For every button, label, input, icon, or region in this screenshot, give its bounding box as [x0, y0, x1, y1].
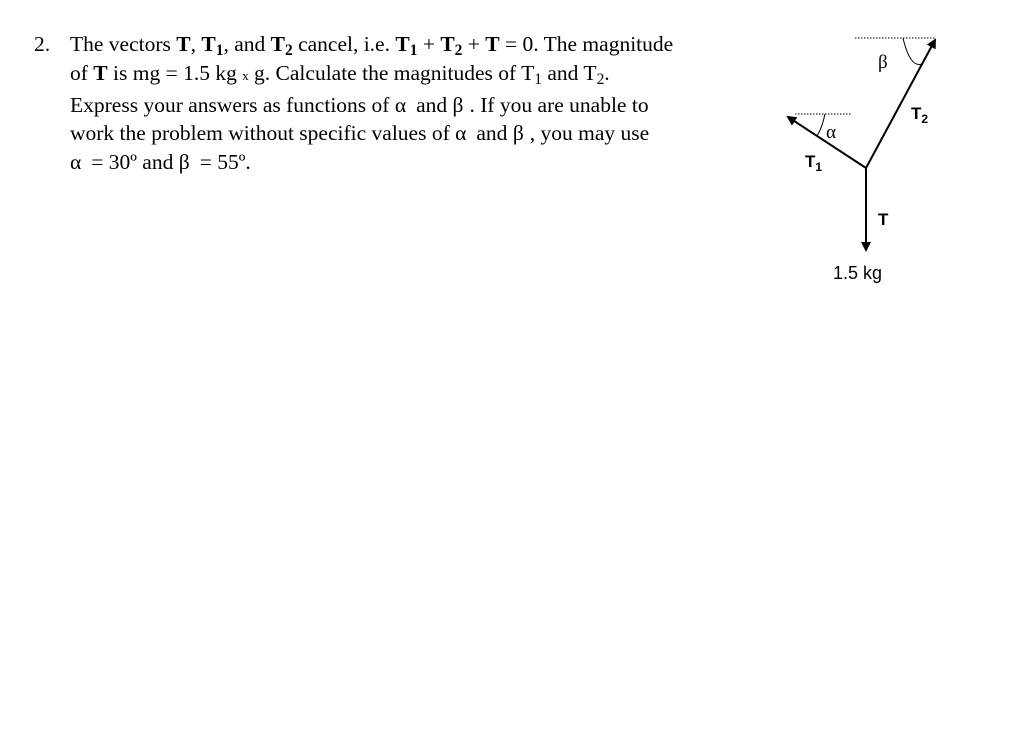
vector-symbol: T [270, 32, 285, 56]
force-diagram-svg [770, 20, 970, 300]
text-segment: Express your answers as functions of [70, 92, 395, 117]
equation-T: T [485, 32, 500, 56]
equation-T2 [440, 32, 463, 59]
plus-sign: + [462, 32, 486, 56]
t2-label [911, 104, 928, 126]
text-segment: , [190, 32, 202, 56]
text-segment: work the problem without specific values of [70, 121, 456, 146]
alpha-label: α [826, 122, 836, 143]
vector-symbol: T [201, 32, 216, 56]
t2-symbol: T [911, 104, 922, 123]
text-segment: The vectors [70, 32, 177, 56]
problem-number: 2. [34, 32, 51, 56]
subscript: 2 [284, 41, 293, 59]
alpha-angle-arc [817, 114, 825, 136]
beta-symbol: β [512, 121, 524, 146]
text-segment: and T [542, 60, 597, 85]
problem-line-4 [70, 119, 760, 148]
force-diagram [770, 20, 970, 300]
beta-symbol: β [452, 92, 464, 117]
t2-subscript: 2 [921, 112, 929, 126]
beta-symbol: β [178, 150, 190, 175]
equation-T1 [395, 32, 418, 59]
text-segment: and [416, 92, 453, 117]
t1-symbol: T [805, 152, 816, 171]
vector-symbol: T [440, 32, 455, 56]
t1-subscript: 1 [815, 160, 823, 174]
text-segment: = 30º and [91, 150, 179, 175]
text-segment: of [70, 60, 94, 85]
problem-line-5 [70, 148, 760, 177]
vector-T1 [201, 32, 224, 59]
vector-symbol: T [395, 32, 410, 56]
alpha-symbol: α [394, 92, 407, 117]
plus-sign: + [417, 32, 441, 56]
text-segment: , you may use [529, 121, 650, 146]
alpha-symbol: α [70, 150, 82, 175]
text-segment: and [476, 121, 513, 146]
t-label: T [878, 210, 889, 229]
vector-t2-arrow [866, 40, 935, 168]
text-segment: is mg = 1.5 kg [107, 60, 243, 85]
subscript: 2 [454, 41, 463, 59]
t1-label [805, 152, 822, 174]
problem-line-1 [70, 30, 760, 59]
text-segment: . [604, 60, 610, 85]
problem-line-2 [70, 59, 760, 91]
vector-T2 [270, 32, 293, 59]
text-segment: = 0. The magnitude [499, 32, 674, 56]
text-segment: , and [223, 32, 271, 56]
vector-T: T [93, 60, 108, 85]
text-segment: . If you are unable to [469, 92, 649, 117]
subscript: 1 [534, 70, 543, 88]
alpha-symbol: α [455, 121, 467, 146]
subscript: 1 [409, 41, 418, 59]
problem-text [70, 30, 760, 177]
mass-label: 1.5 kg [833, 263, 883, 283]
problem-line-3 [70, 91, 760, 120]
text-segment: g. Calculate the magnitudes of T [248, 60, 535, 85]
beta-label: β [878, 52, 888, 73]
text-segment: = 55º. [199, 150, 251, 175]
text-segment: cancel, i.e. [292, 32, 396, 56]
subscript: 1 [215, 41, 224, 59]
beta-angle-arc [903, 38, 922, 64]
vector-T: T [176, 32, 191, 56]
times-sign: x [242, 68, 249, 83]
subscript: 2 [596, 70, 605, 88]
